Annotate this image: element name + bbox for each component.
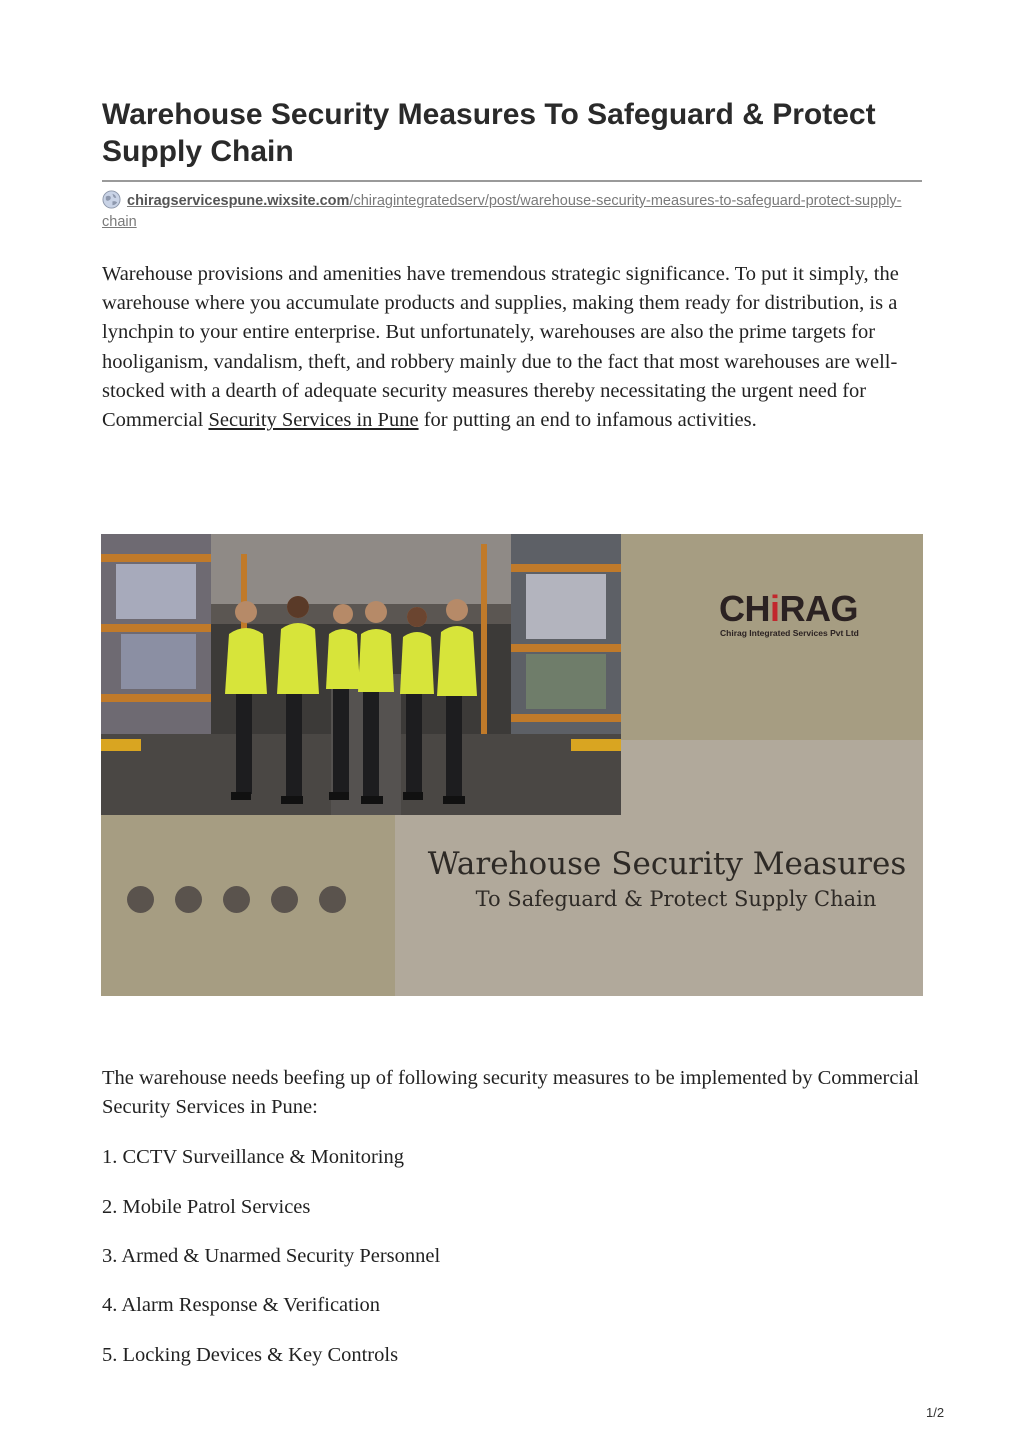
intro-paragraph [102,260,924,435]
list-item: 3. Armed & Unarmed Security Personnel [102,1245,441,1267]
logo-prefix: CH [719,588,770,629]
decorative-dot [127,886,154,913]
security-services-link[interactable]: Security Services in Pune [208,409,419,432]
banner-heading-main: Warehouse Security Measures [427,846,907,882]
source-url [102,190,917,233]
needs-paragraph: The warehouse needs beefing up of following security measures to be implemented by Commercial Security Services in Pune: [102,1067,919,1119]
page-title: Warehouse Security Measures To Safeguard & Protect Supply Chain [102,98,876,168]
globe-icon [102,190,121,209]
title-divider [102,180,922,182]
list-item: 2. Mobile Patrol Services [102,1196,311,1218]
logo-subtitle: Chirag Integrated Services Pvt Ltd [720,628,859,638]
chirag-logo [719,590,879,638]
source-path: /chiragintegratedserv/post/warehouse-security-measures-to-safeguard-protect-supply-chain [102,193,902,230]
banner-heading-sub: To Safeguard & Protect Supply Chain [475,887,877,911]
list-item: 1. CCTV Surveillance & Monitoring [102,1146,404,1168]
list-item: 4. Alarm Response & Verification [102,1294,381,1316]
intro-text-before-link: Warehouse provisions and amenities have tremendous strategic significance. To put it simply, the warehouse where you accumulate products and supplies, making them ready for distribution, is a lynchpin to your entire enterprise. But unfortunately, warehouses are also the prime targets for hooliganism, vandalism, theft, and robbery mainly due to the fact that most warehouses are well-stocked with a dearth of adequate security measures thereby necessitating the urgent need for Commercial [102,263,899,432]
warehouse-team-photo [101,534,621,815]
source-link[interactable] [102,193,902,230]
decorative-dot [175,886,202,913]
banner-heading [411,844,923,914]
intro-text-after-link: for putting an end to infamous activities. [418,409,757,432]
list-item: 5. Locking Devices & Key Controls [102,1344,399,1366]
decorative-dot [319,886,346,913]
decorative-dot [271,886,298,913]
banner-image [101,534,923,996]
logo-i: i [770,588,780,629]
logo-suffix: RAG [779,588,859,629]
decorative-dot [223,886,250,913]
page-number: 1/2 [926,1405,945,1420]
source-domain: chiragservicespune.wixsite.com [127,193,350,209]
